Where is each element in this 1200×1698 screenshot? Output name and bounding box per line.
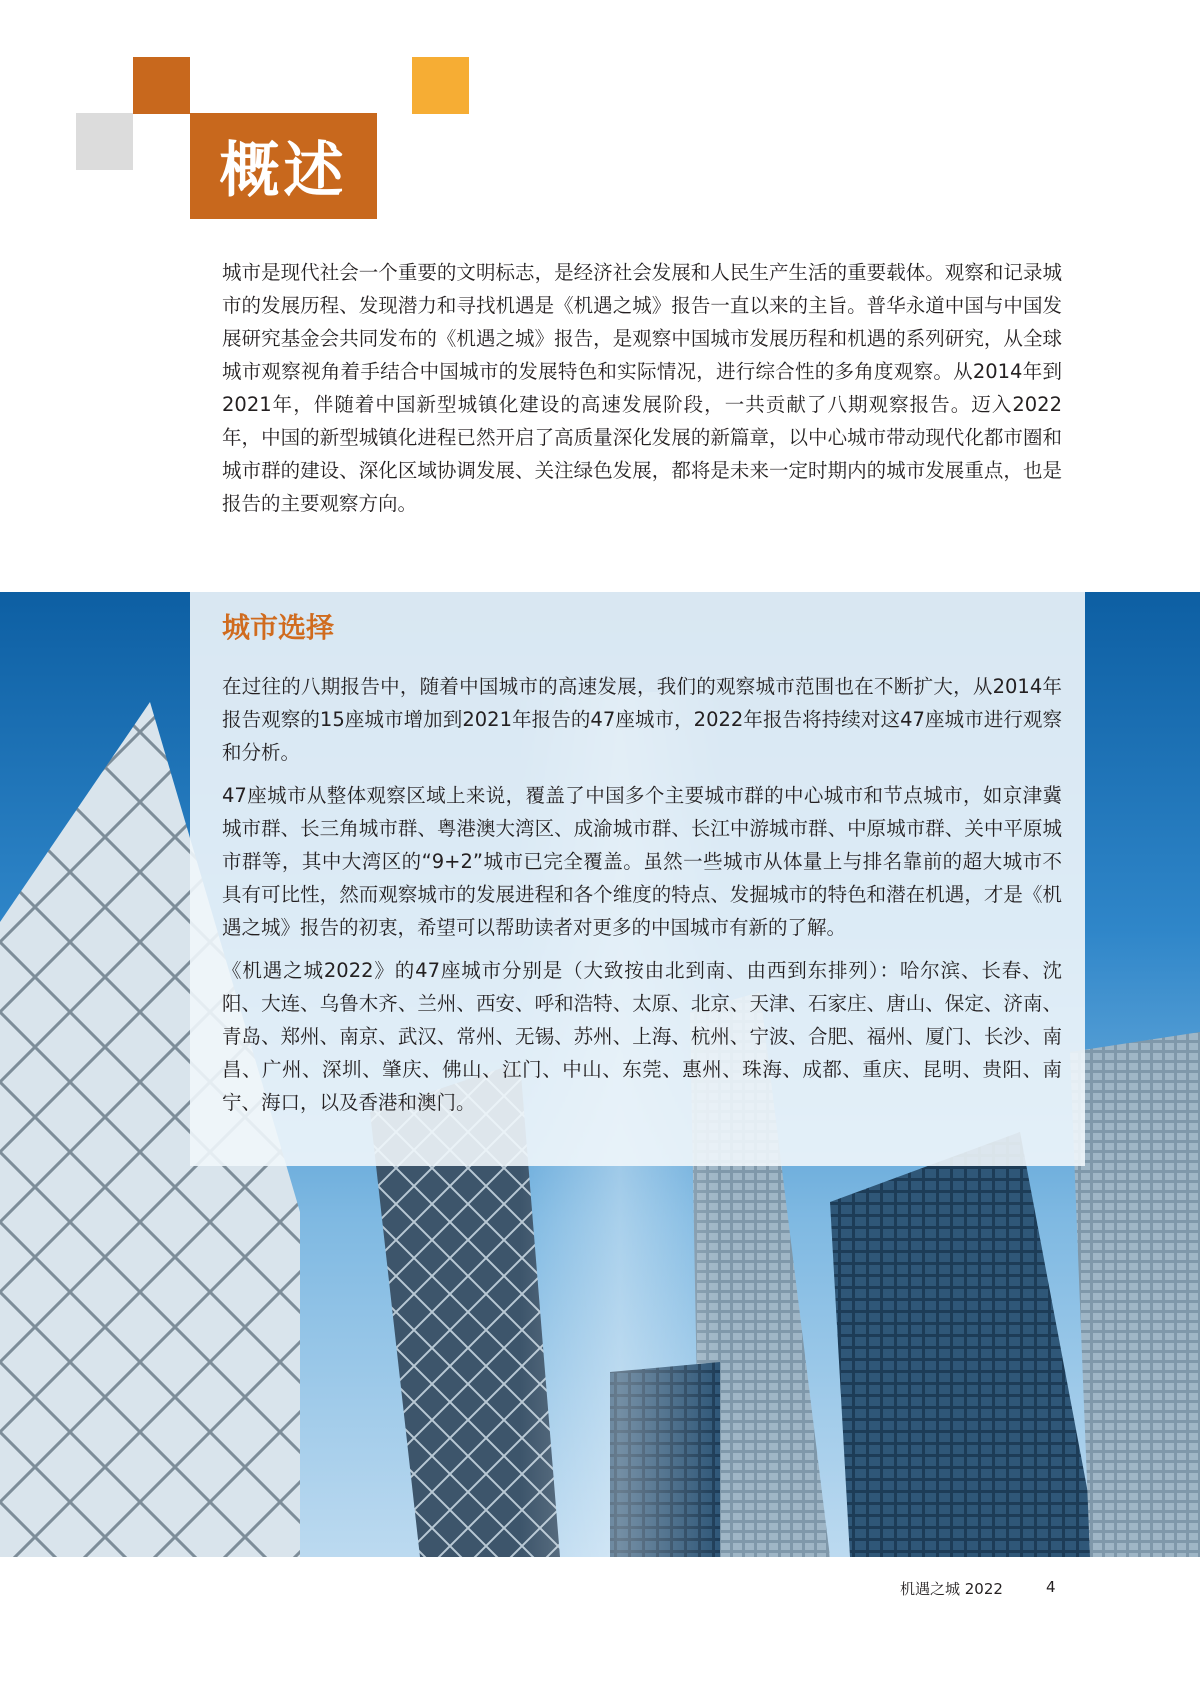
page-title: 概述 bbox=[219, 136, 348, 206]
dark-tower-right bbox=[830, 1132, 1100, 1557]
footer-report-title: 机遇之城 2022 bbox=[900, 1580, 1003, 1598]
city-selection-heading: 城市选择 bbox=[222, 611, 335, 644]
city-selection-paragraph-3: 《机遇之城2022》的47座城市分别是（大致按由北到南、由西到东排列）：哈尔滨、长春、沈阳、大连、乌鲁木齐、兰州、西安、呼和浩特、太原、北京、天津、石家庄、唐山、保定、济南、青岛、郑州、南京、武汉、常州、无锡、苏州、上海、杭州、宁波、合肥、福州、厦门、长沙、南昌、广州、深圳、肇庆、佛山、江门、中山、东莞、惠州、珠海、成都、重庆、昆明、贵阳、南宁、海口，以及香港和澳门。 bbox=[222, 959, 1062, 1114]
decor-square-yellow bbox=[412, 57, 469, 114]
city-selection-panel bbox=[190, 592, 1085, 1166]
city-selection-paragraph-2: 47座城市从整体观察区域上来说，覆盖了中国多个主要城市群的中心城市和节点城市，如京津冀城市群、长三角城市群、粤港澳大湾区、成渝城市群、长江中游城市群、中原城市群、关中平原城市群等，其中大湾区的“9+2”城市已完全覆盖。虽然一些城市从体量上与排名靠前的超大城市不具有可比性，然而观察城市的发展进程和各个维度的特点、发掘城市的特色和潜在机遇，才是《机遇之城》报告的初衷，希望可以帮助读者对更多的中国城市有新的了解。 bbox=[222, 784, 1062, 939]
decor-square-gray bbox=[76, 113, 133, 170]
decor-square-orange bbox=[133, 57, 190, 114]
city-selection-body bbox=[222, 670, 1062, 1129]
footer-page-number: 4 bbox=[1046, 1578, 1056, 1596]
intro-paragraph: 城市是现代社会一个重要的文明标志，是经济社会发展和人民生产生活的重要载体。观察和记录城市的发展历程、发现潜力和寻找机遇是《机遇之城》报告一直以来的主旨。普华永道中国与中国发展研究基金会共同发布的《机遇之城》报告，是观察中国城市发展历程和机遇的系列研究，从全球城市观察视角着手结合中国城市的发展特色和实际情况，进行综合性的多角度观察。从2014年到2021年，伴随着中国新型城镇化建设的高速发展阶段，一共贡献了八期观察报告。迈入2022年，中国的新型城镇化进程已然开启了高质量深化发展的新篇章，以中心城市带动现代化都市圈和城市群的建设、深化区域协调发展、关注绿色发展，都将是未来一定时期内的城市发展重点，也是报告的主要观察方向。 bbox=[222, 261, 1062, 515]
title-box bbox=[190, 113, 377, 219]
city-selection-paragraph-1: 在过往的八期报告中，随着中国城市的高速发展，我们的观察城市范围也在不断扩大，从2014年报告观察的15座城市增加到2021年报告的47座城市，2022年报告将持续对这47座城市进行观察和分析。 bbox=[222, 675, 1062, 764]
light-tower-far-right bbox=[1070, 1032, 1200, 1557]
